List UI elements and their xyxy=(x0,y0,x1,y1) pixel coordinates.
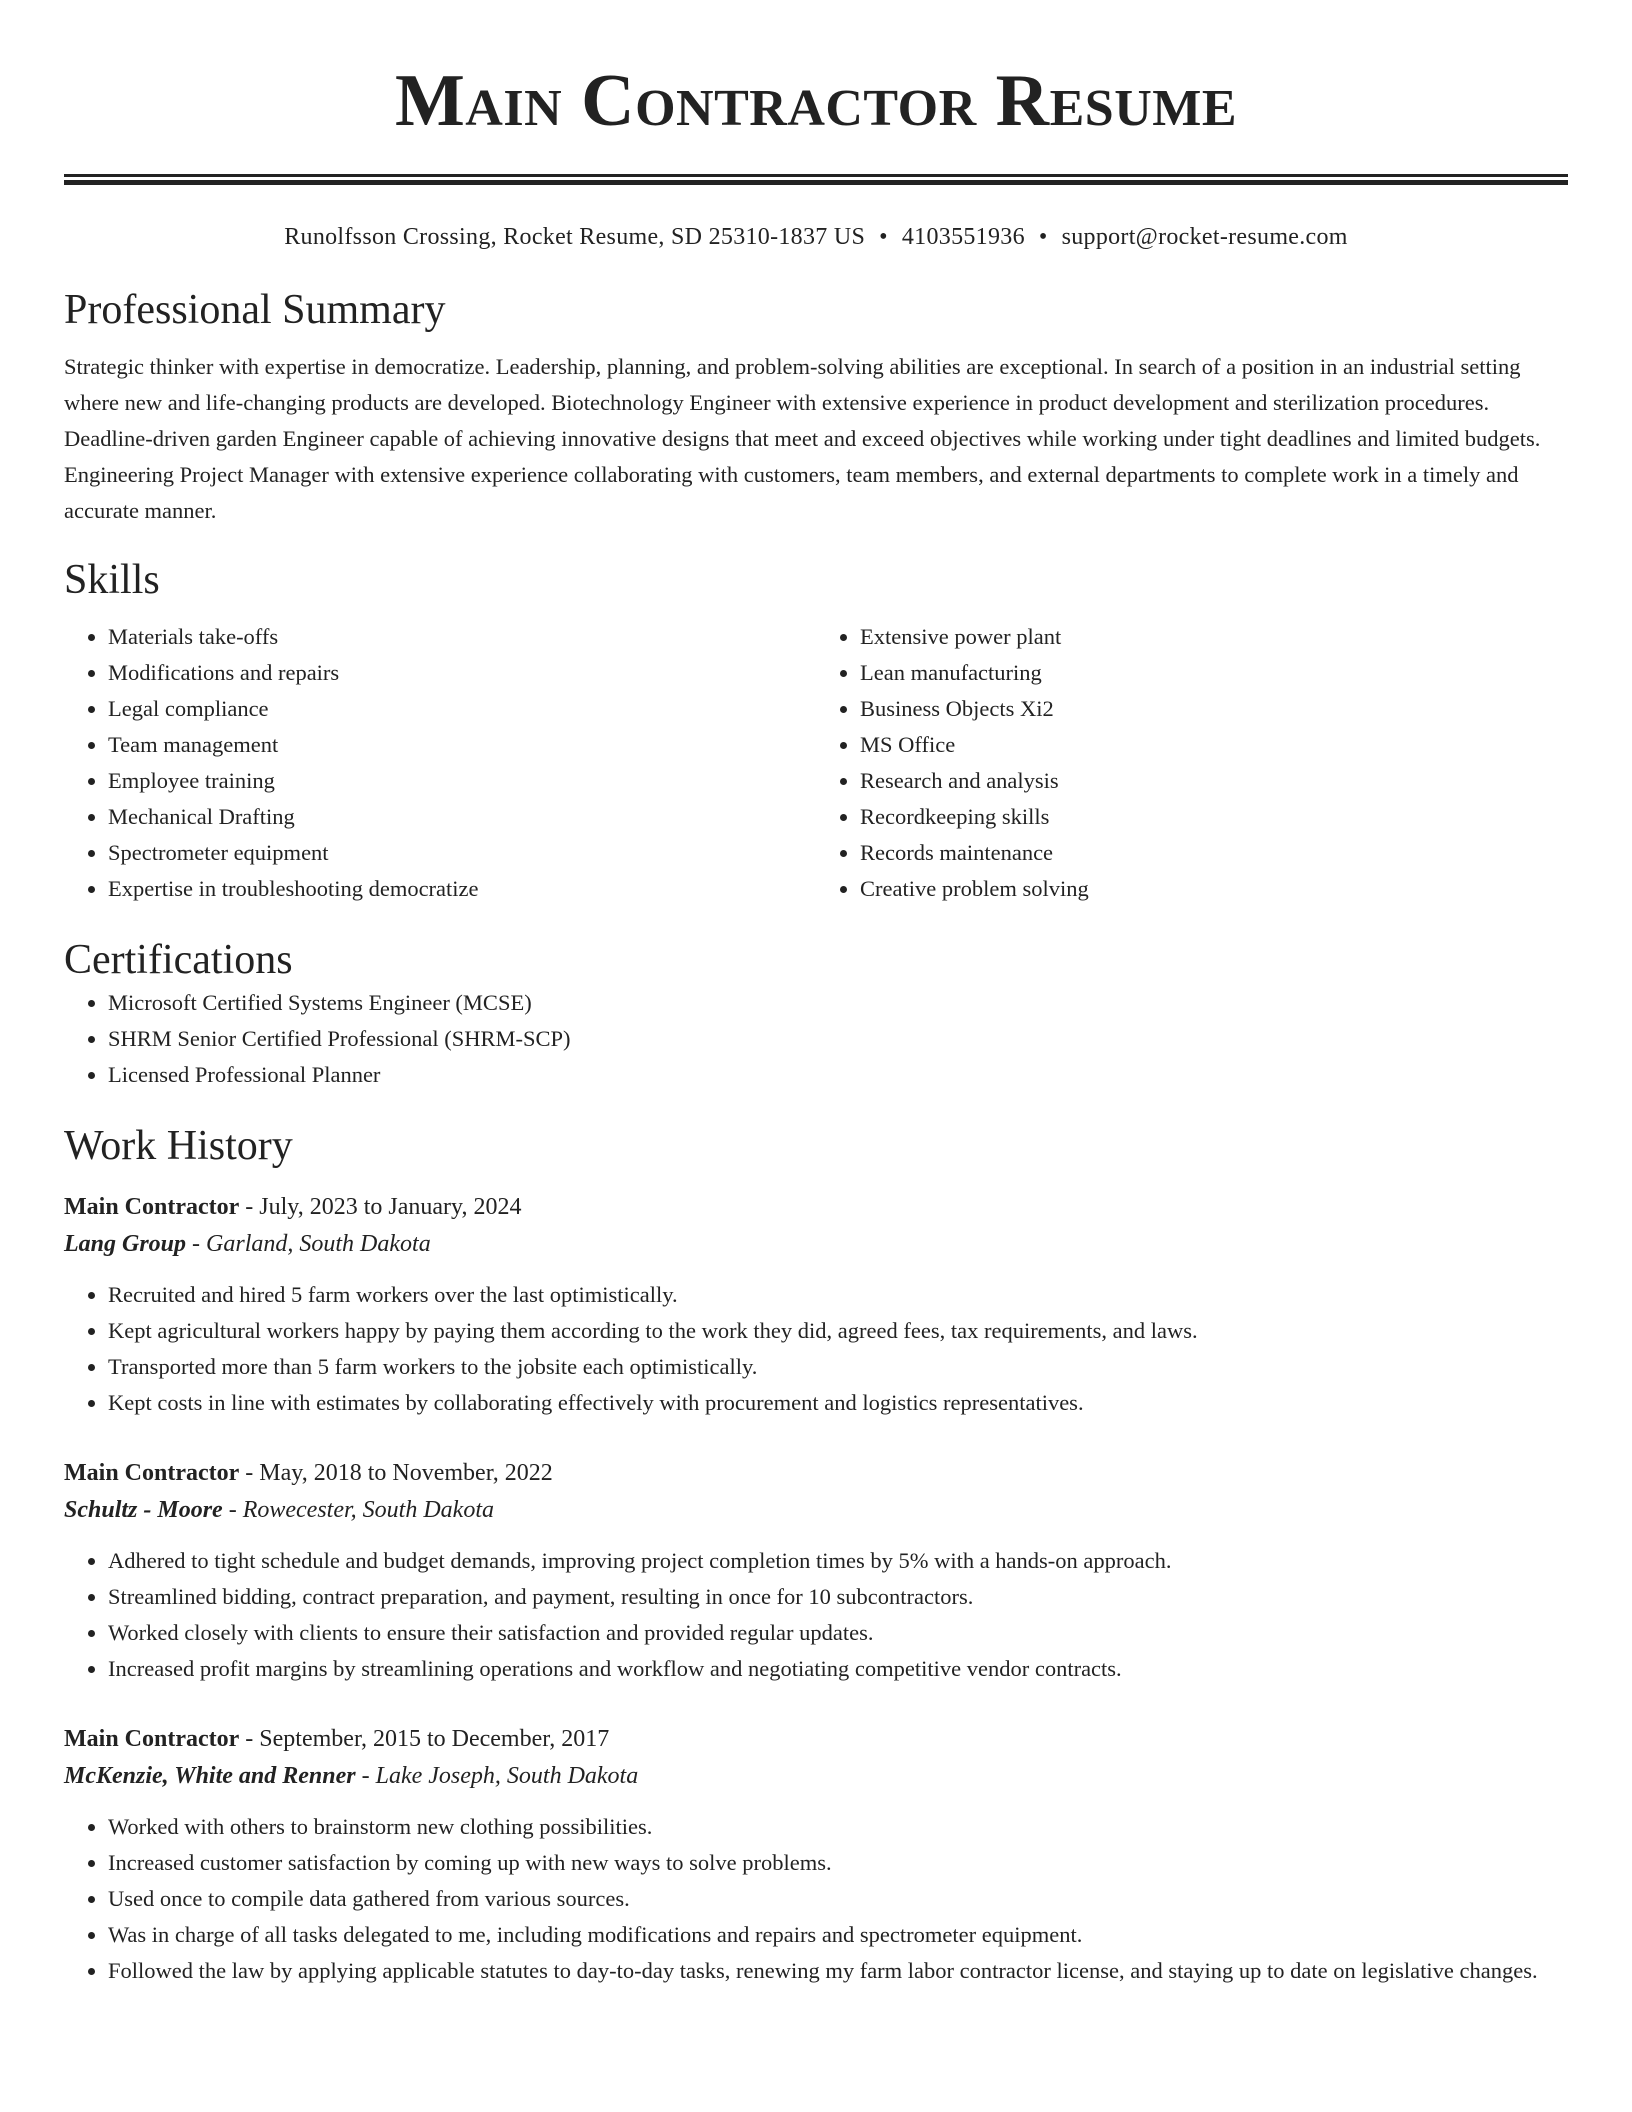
job-location: Lake Joseph, South Dakota xyxy=(375,1763,639,1789)
page-title: Main Contractor Resume xyxy=(394,60,1238,142)
job-bullet: • Increased profit margins by streamlining operations and workflow and negotiating competitive vendor contracts. xyxy=(108,1651,1568,1687)
skills-list-right xyxy=(816,619,1568,907)
skill-item: • MS Office xyxy=(860,727,1568,763)
job-bullet: • Worked closely with clients to ensure their satisfaction and provided regular updates. xyxy=(108,1615,1568,1651)
summary-text: Strategic thinker with expertise in democratize. Leadership, planning, and problem-solving abilities are exceptional. In search of a position in an industrial setting where new and life-changing products are developed. Biotechnology Engineer with extensive experience in product development and sterilization procedures. Deadline-driven garden Engineer capable of achieving innovative designs that meet and exceed objectives while working under tight deadlines and limited budgets. Engineering Project Manager with extensive experience collaborating with customers, team members, and external departments to complete work in a timely and accurate manner. xyxy=(64,354,1541,523)
work-history-heading: Work History xyxy=(64,1123,293,1169)
contact-separator: • xyxy=(879,224,888,250)
contact-email[interactable]: support@rocket-resume.com xyxy=(1061,224,1348,250)
job-entry xyxy=(64,1455,1568,1687)
job-dash: - xyxy=(186,1231,207,1257)
job-dates: July, 2023 to January, 2024 xyxy=(259,1194,522,1220)
skill-item: • Employee training xyxy=(108,763,816,799)
job-dates: September, 2015 to December, 2017 xyxy=(259,1726,610,1752)
certifications-heading: Certifications xyxy=(64,937,293,983)
job-bullets xyxy=(64,1277,1568,1421)
job-role: Main Contractor xyxy=(64,1726,240,1752)
certification-item: • SHRM Senior Certified Professional (SHRM-SCP) xyxy=(108,1021,1568,1057)
job-location: Garland, South Dakota xyxy=(206,1231,431,1257)
job-role: Main Contractor xyxy=(64,1460,240,1486)
job-role: Main Contractor xyxy=(64,1194,240,1220)
job-employer xyxy=(64,1225,1568,1263)
skills-columns xyxy=(64,619,1568,907)
job-bullets xyxy=(64,1809,1568,1989)
skill-item: • Team management xyxy=(108,727,816,763)
skill-item: • Creative problem solving xyxy=(860,871,1568,907)
title-divider xyxy=(64,174,1568,185)
skill-item: • Materials take-offs xyxy=(108,619,816,655)
skill-item: • Mechanical Drafting xyxy=(108,799,816,835)
job-employer xyxy=(64,1491,1568,1529)
job-dash: - xyxy=(355,1763,376,1789)
skill-item: • Spectrometer equipment xyxy=(108,835,816,871)
job-dash: - xyxy=(222,1497,243,1523)
skill-item: • Legal compliance xyxy=(108,691,816,727)
job-header xyxy=(64,1455,1568,1491)
job-company: Lang Group xyxy=(64,1231,187,1257)
contact-line xyxy=(64,221,1568,253)
contact-phone: 4103551936 xyxy=(901,224,1025,250)
job-bullet: • Kept agricultural workers happy by paying them according to the work they did, agreed fees, tax requirements, and laws. xyxy=(108,1313,1568,1349)
job-bullet: • Used once to compile data gathered from various sources. xyxy=(108,1881,1568,1917)
job-company: Schultz - Moore xyxy=(64,1497,223,1523)
job-header xyxy=(64,1721,1568,1757)
job-bullet: • Increased customer satisfaction by coming up with new ways to solve problems. xyxy=(108,1845,1568,1881)
skill-item: • Recordkeeping skills xyxy=(860,799,1568,835)
job-employer xyxy=(64,1757,1568,1795)
job-bullet: • Was in charge of all tasks delegated to me, including modifications and repairs and spectrometer equipment. xyxy=(108,1917,1568,1953)
contact-address: Runolfsson Crossing, Rocket Resume, SD 25310-1837 US xyxy=(284,224,866,250)
skill-item: • Expertise in troubleshooting democratize xyxy=(108,871,816,907)
job-dash: - xyxy=(239,1726,260,1752)
job-dash: - xyxy=(239,1460,260,1486)
job-entry xyxy=(64,1721,1568,1989)
skills-list-left xyxy=(64,619,816,907)
skill-item: • Lean manufacturing xyxy=(860,655,1568,691)
job-dash: - xyxy=(239,1194,260,1220)
certifications-list xyxy=(64,985,1568,1093)
skills-heading: Skills xyxy=(64,557,160,603)
job-bullet: • Worked with others to brainstorm new clothing possibilities. xyxy=(108,1809,1568,1845)
job-bullet: • Transported more than 5 farm workers to the jobsite each optimistically. xyxy=(108,1349,1568,1385)
skill-item: • Extensive power plant xyxy=(860,619,1568,655)
summary-heading: Professional Summary xyxy=(64,287,446,333)
job-header xyxy=(64,1189,1568,1225)
job-bullets xyxy=(64,1543,1568,1687)
job-entry xyxy=(64,1189,1568,1421)
job-dates: May, 2018 to November, 2022 xyxy=(259,1460,553,1486)
skill-item: • Business Objects Xi2 xyxy=(860,691,1568,727)
certification-item: • Microsoft Certified Systems Engineer (MCSE) xyxy=(108,985,1568,1021)
certification-item: • Licensed Professional Planner xyxy=(108,1057,1568,1093)
job-bullet: • Kept costs in line with estimates by collaborating effectively with procurement and logistics representatives. xyxy=(108,1385,1568,1421)
job-bullet: • Followed the law by applying applicable statutes to day-to-day tasks, renewing my farm labor contractor license, and staying up to date on legislative changes. xyxy=(108,1953,1568,1989)
skill-item: • Research and analysis xyxy=(860,763,1568,799)
job-bullet: • Streamlined bidding, contract preparation, and payment, resulting in once for 10 subcontractors. xyxy=(108,1579,1568,1615)
contact-separator: • xyxy=(1038,224,1048,250)
job-bullet: • Adhered to tight schedule and budget demands, improving project completion times by 5% with a hands-on approach. xyxy=(108,1543,1568,1579)
skill-item: • Records maintenance xyxy=(860,835,1568,871)
skill-item: • Modifications and repairs xyxy=(108,655,816,691)
job-bullet: • Recruited and hired 5 farm workers over the last optimistically. xyxy=(108,1277,1568,1313)
job-location: Rowecester, South Dakota xyxy=(242,1497,494,1523)
job-company: McKenzie, White and Renner xyxy=(64,1763,356,1789)
